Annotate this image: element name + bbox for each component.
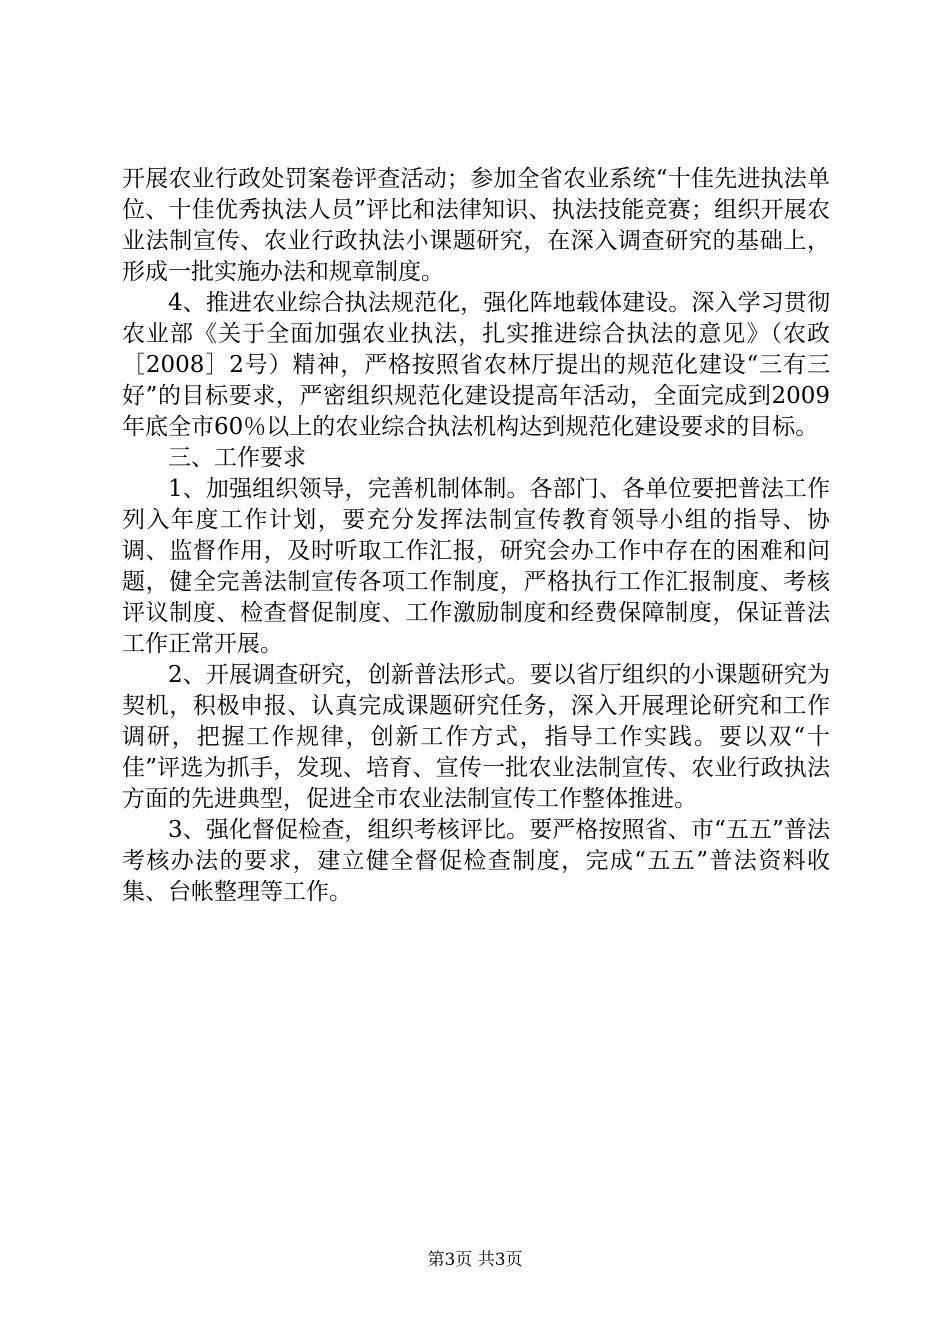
paragraph-item-1: 1、加强组织领导，完善机制体制。各部门、各单位要把普法工作列入年度工作计划，要充分发挥法制宣传教育领导小组的指导、协调、监督作用，及时听取工作汇报，研究会办工作中存在的困难和问题，健全完善法制宣传各项工作制度，严格执行工作汇报制度、考核评议制度、检查督促制度、工作激励制度和经费保障制度，保证普法工作正常开展。 [122,476,830,657]
page-footer [0,1245,950,1270]
paragraph-item-4: 4、推进农业综合执法规范化，强化阵地载体建设。深入学习贯彻农业部《关于全面加强农业执法，扎实推进综合执法的意见》（农政［2008］2号）精神，严格按照省农林厅提出的规范化建设“三有三好”的目标要求，严密组织规范化建设提高年活动，全面完成到2009年底全市60％以上的农业综合执法机构达到规范化建设要求的目标。 [122,290,830,440]
paragraph-item-2: 2、开展调查研究，创新普法形式。要以省厅组织的小课题研究为契机，积极申报、认真完成课题研究任务，深入开展理论研究和工作调研，把握工作规律，创新工作方式，指导工作实践。要以双“十佳”评选为抓手，发现、培育、宣传一批农业法制宣传、农业行政执法方面的先进典型，促进全市农业法制宣传工作整体推进。 [122,662,830,812]
paragraph-item-3: 3、强化督促检查，组织考核评比。要严格按照省、市“五五”普法考核办法的要求，建立健全督促检查制度，完成“五五”普法资料收集、台帐整理等工作。 [122,817,830,905]
paragraph-continuation: 开展农业行政处罚案卷评查活动；参加全省农业系统“十佳先进执法单位、十佳优秀执法人员”评比和法律知识、执法技能竞赛；组织开展农业法制宣传、农业行政执法小课题研究，在深入调查研究的基础上，形成一批实施办法和规章制度。 [122,166,830,285]
section-heading-work-requirements: 三、工作要求 [168,445,306,471]
page-number-label: 第3页 共3页 [427,1250,523,1270]
document-body [122,164,830,908]
